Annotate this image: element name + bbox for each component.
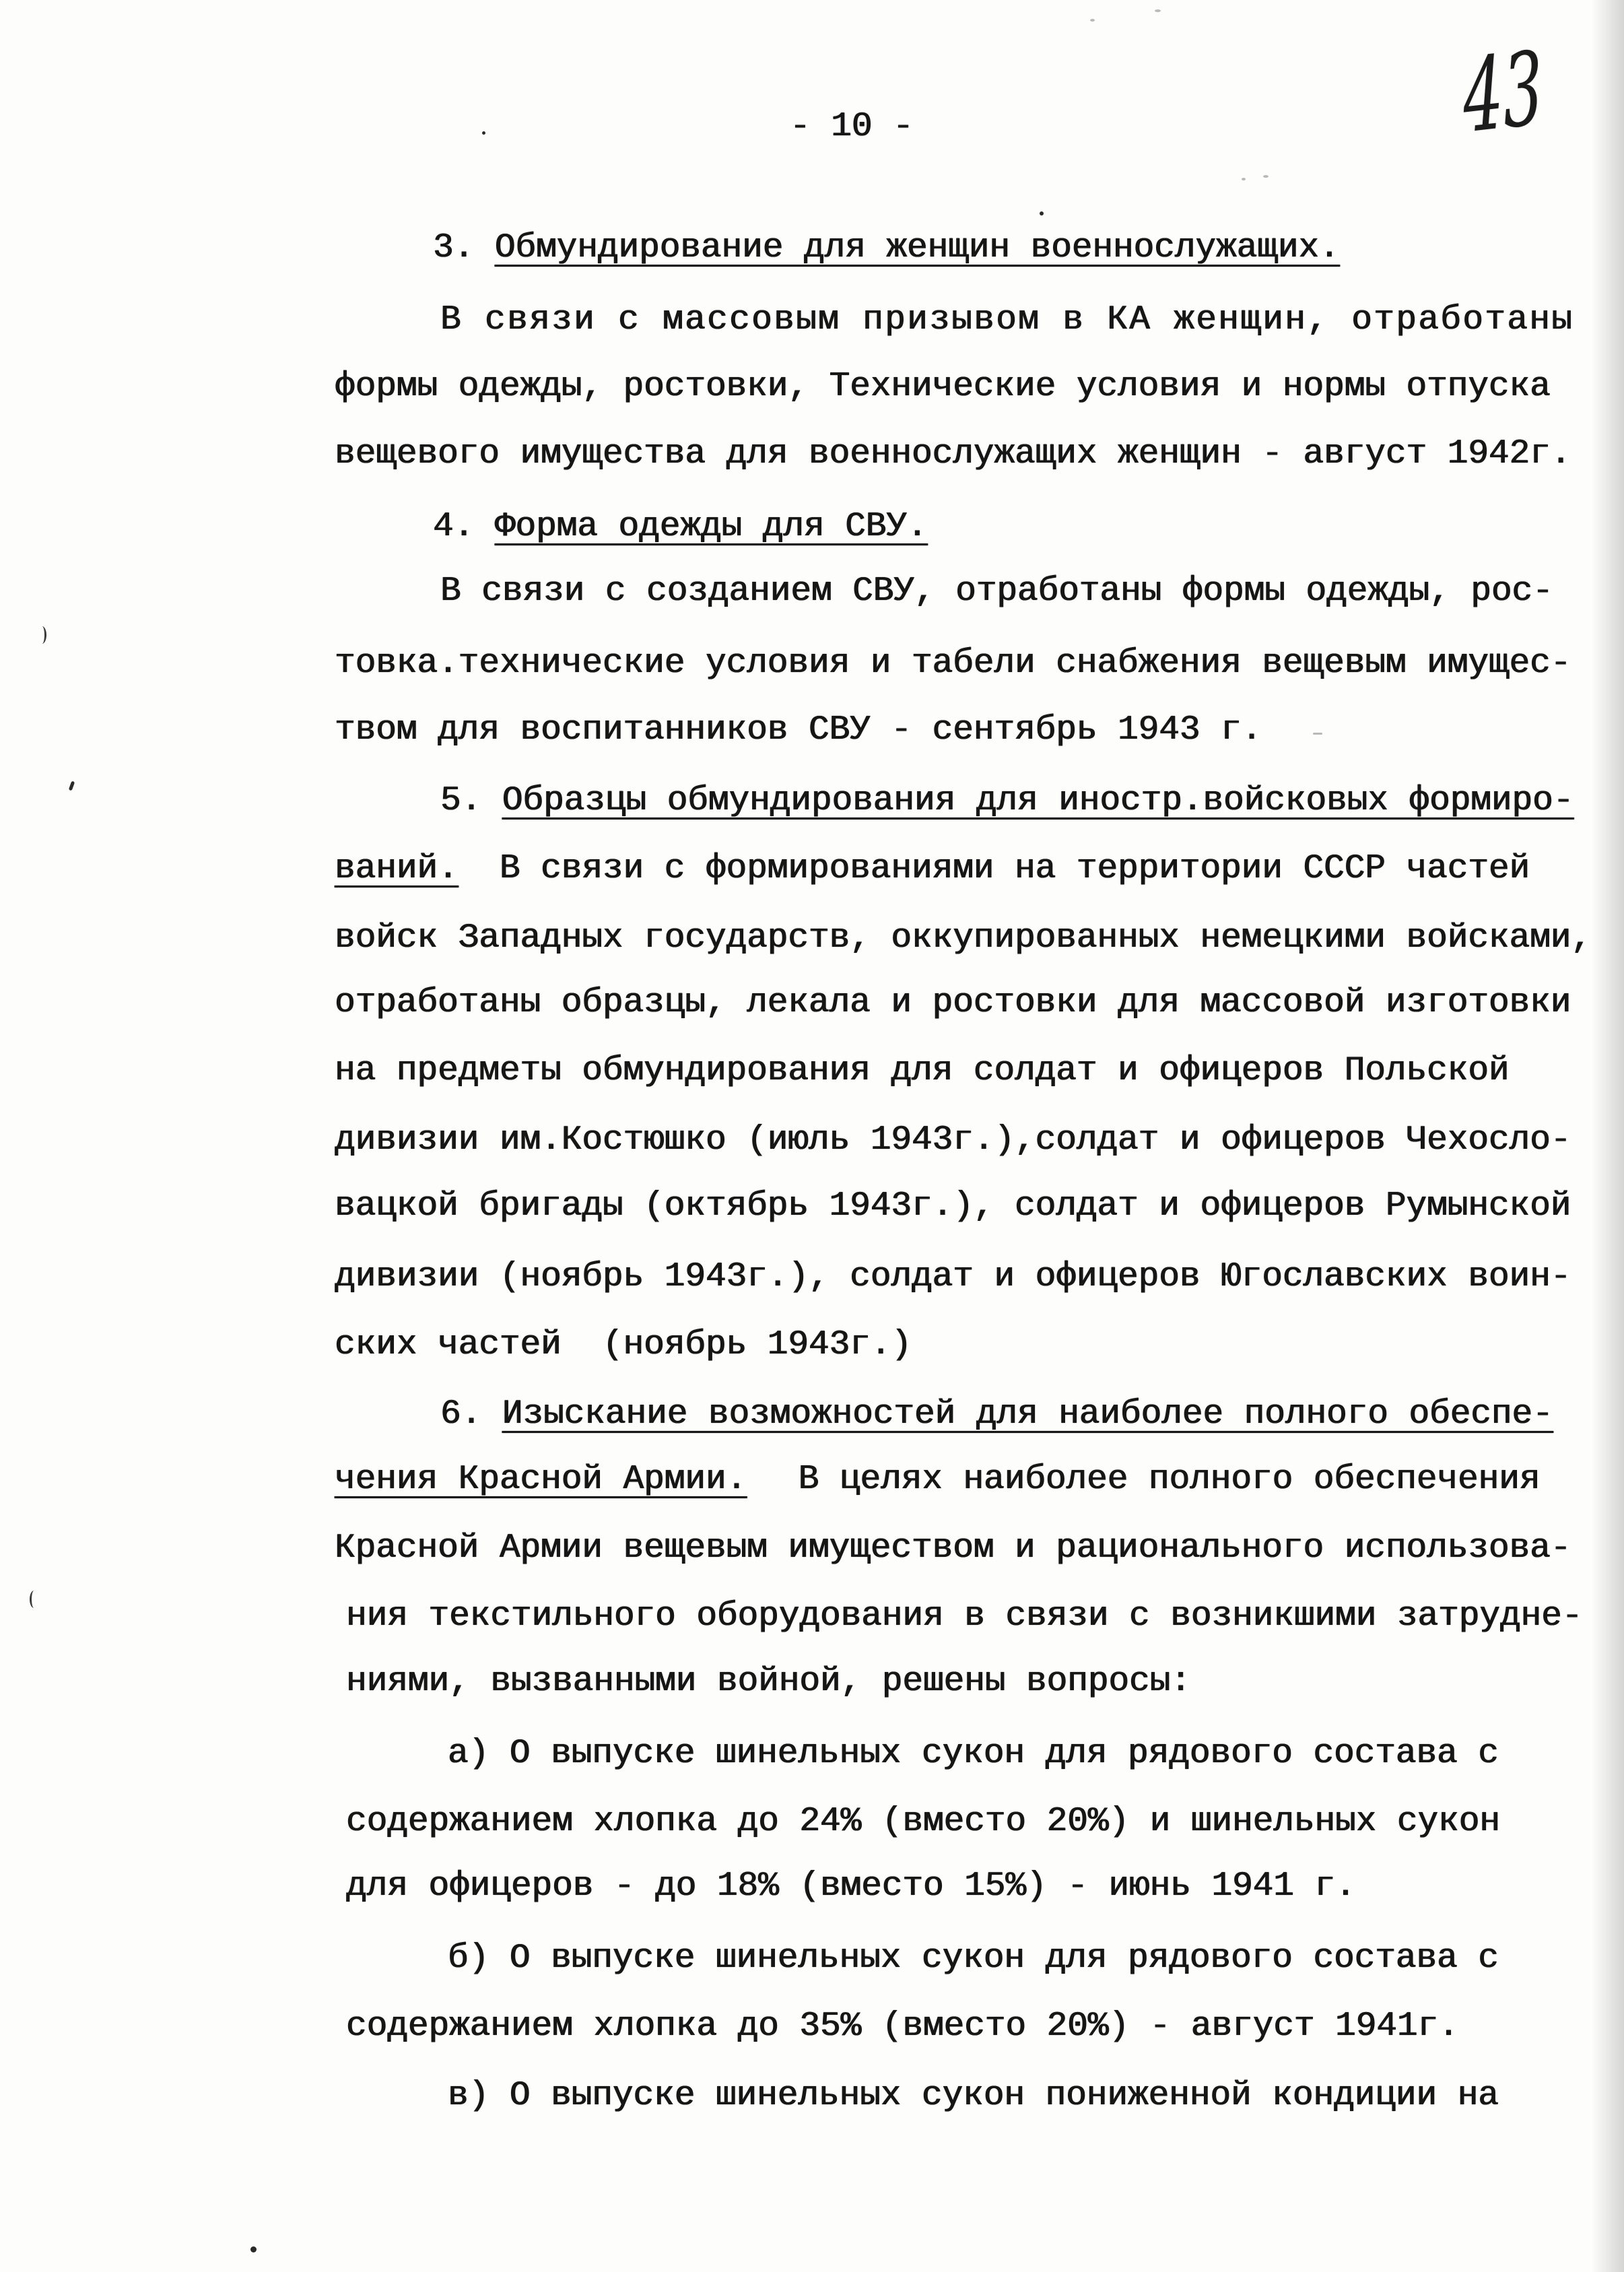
list-item-c (448, 2069, 1499, 2123)
text-line: вацкой бригады (октябрь 1943г.), солдат и офицеров Румынской (335, 1187, 1571, 1226)
section-5-heading-line (440, 774, 1574, 828)
section-5-number: 5. (440, 782, 482, 820)
text-line: содержанием хлопка до 35% (вместо 20%) - август 1941г. (346, 2007, 1459, 2046)
text-line: товка.технические условия и табели снабжения вещевым имущес- (335, 644, 1571, 683)
text-line: вещевого имущества для военнослужащих женщин - август 1942г. (335, 435, 1571, 473)
scan-speck (38, 626, 46, 644)
page-edge-shadow (1592, 0, 1624, 2272)
section-6-heading-part2: чения Красной Армии. (335, 1461, 747, 1499)
text-line: войск Западных государств, оккупированных немецкими войсками, (335, 919, 1592, 958)
text-line: дивизии (ноябрь 1943г.), солдат и офицеров Югославских воин- (335, 1258, 1571, 1296)
list-marker: в) (448, 2077, 489, 2115)
text-line: В связи с созданием СВУ, отработаны формы одежды, рос- (440, 572, 1553, 611)
section-6-heading-part1: Изыскание возможностей для наиболее полного обеспе- (502, 1395, 1553, 1434)
section-4-heading: Форма одежды для СВУ. (494, 508, 928, 546)
text-line: отработаны образцы, лекала и ростовки для массовой изготовки (335, 984, 1571, 1022)
section-5-lead: В связи с формированиями на территории СССР частей (499, 850, 1530, 888)
section-3-number: 3. (433, 229, 475, 267)
section-4-number: 4. (433, 508, 475, 546)
list-marker: б) (448, 1939, 489, 1978)
section-6-heading-continuation (335, 1453, 1540, 1507)
scan-speck (1242, 178, 1246, 180)
list-item-text: О выпуске шинельных сукон пониженной кондиции на (509, 2077, 1499, 2115)
text-line: формы одежды, ростовки, Технические условия и нормы отпуска (335, 368, 1551, 406)
text-line: дивизии им.Костюшко (июль 1943г.),солдат и офицеров Чехосло- (335, 1121, 1571, 1160)
scan-speck (30, 1591, 38, 1608)
scan-speck (1313, 733, 1322, 735)
text-line: на предметы обмундирования для солдат и офицеров Польской (335, 1052, 1510, 1090)
page-number: - 10 - (790, 108, 914, 146)
list-item-text: О выпуске шинельных сукон для рядового состава с (509, 1735, 1499, 1773)
section-3-heading-line (433, 222, 1340, 275)
text-line: В связи с массовым призывом в КА женщин, отработаны (440, 301, 1574, 339)
section-3-heading: Обмундирование для женщин военнослужащих. (494, 229, 1340, 267)
section-4-heading-line (433, 500, 928, 554)
section-6-lead: В целях наиболее полного обеспечения (798, 1461, 1541, 1499)
list-item-a (448, 1727, 1499, 1781)
section-5-heading-part1: Образцы обмундирования для иностр.войсковых формиро- (502, 782, 1574, 820)
scan-speck (1155, 9, 1161, 12)
text-line: твом для воспитанников СВУ - сентябрь 1943 г. (335, 711, 1262, 749)
text-line: для офицеров - до 18% (вместо 15%) - июнь 1941 г. (346, 1867, 1356, 1906)
scan-speck (1040, 211, 1044, 215)
text-line: Красной Армии вещевым имуществом и рационального использова- (335, 1529, 1571, 1568)
text-line: ских частей (ноябрь 1943г.) (335, 1326, 912, 1364)
section-5-heading-part2: ваний. (335, 850, 459, 888)
section-6-heading-line (440, 1388, 1553, 1442)
scan-speck (1263, 175, 1268, 178)
list-marker: а) (448, 1735, 489, 1773)
text-line: ниями, вызванными войной, решены вопросы: (346, 1663, 1191, 1701)
scan-speck (250, 2246, 257, 2252)
list-item-b (448, 1932, 1499, 1986)
handwritten-folio-number: 43 (1460, 30, 1546, 156)
list-item-text: О выпуске шинельных сукон для рядового состава с (509, 1939, 1499, 1978)
text-line: содержанием хлопка до 24% (вместо 20%) и шинельных сукон (346, 1803, 1500, 1841)
scan-speck (69, 781, 75, 791)
text-line: ния текстильного оборудования в связи с возникшими затрудне- (346, 1597, 1583, 1636)
section-5-heading-continuation (335, 842, 1530, 896)
section-6-number: 6. (440, 1395, 482, 1434)
scan-speck (482, 131, 485, 135)
scan-speck (1090, 19, 1095, 22)
